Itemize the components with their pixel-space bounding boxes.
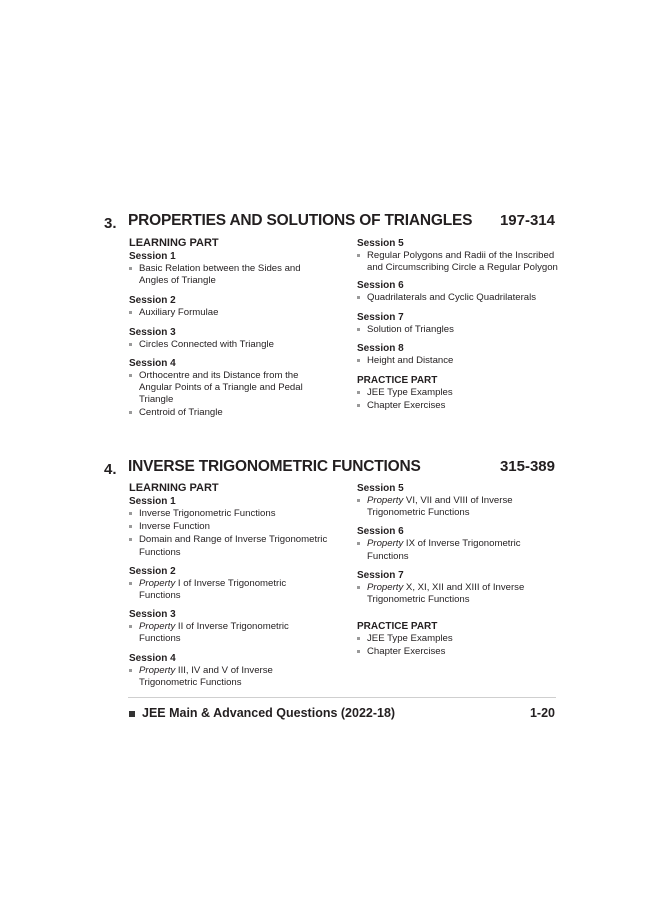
bullet-icon <box>357 359 360 362</box>
session-label: Session 1 <box>129 251 176 262</box>
session-6 <box>357 525 562 562</box>
session-8 <box>357 342 562 367</box>
session-5 <box>357 237 562 274</box>
learning-part-label: LEARNING PART <box>129 237 219 249</box>
footer-entry <box>0 706 660 724</box>
chapter-number: 4. <box>104 461 117 478</box>
session-4 <box>129 652 354 689</box>
list-item: Regular Polygons and Radii of the Inscribed and Circumscribing Circle a Regular Polygon <box>357 250 562 274</box>
session-label: Session 5 <box>357 483 404 494</box>
session-7 <box>357 569 562 606</box>
list-item: Property X, XI, XII and XIII of Inverse Trigonometric Functions <box>357 582 539 606</box>
right-column <box>357 482 562 659</box>
session-3 <box>129 608 354 645</box>
list-item: JEE Type Examples <box>357 387 562 399</box>
bullet-icon <box>357 254 360 257</box>
session-label: Session 3 <box>129 609 176 621</box>
chapter-title: PROPERTIES AND SOLUTIONS OF TRIANGLES <box>128 212 473 229</box>
bullet-icon <box>357 650 360 653</box>
list-item: Inverse Function <box>129 521 354 533</box>
practice-part <box>357 374 562 412</box>
list-item: Circles Connected with Triangle <box>129 339 354 351</box>
session-7 <box>357 311 562 336</box>
bullet-icon <box>357 296 360 299</box>
chapter-title: INVERSE TRIGONOMETRIC FUNCTIONS <box>128 458 421 475</box>
list-item: Property II of Inverse Trigonometric Functions <box>129 621 303 645</box>
session-label: Session 7 <box>357 569 404 581</box>
session-label: Session 6 <box>357 526 404 538</box>
bullet-icon <box>129 538 132 541</box>
bullet-icon <box>357 499 360 502</box>
bullet-icon <box>357 328 360 331</box>
bullet-icon <box>129 374 132 377</box>
session-label: Session 2 <box>129 295 176 307</box>
session-label: Session 3 <box>129 326 176 338</box>
practice-part-label: PRACTICE PART <box>357 621 438 633</box>
left-column <box>129 482 354 689</box>
list-item: Property VI, VII and VIII of Inverse Trigonometric Functions <box>357 495 527 519</box>
chapter-page-range: 197-314 <box>499 212 555 229</box>
bullet-icon <box>129 411 132 414</box>
bullet-icon <box>357 542 360 545</box>
list-item: Property I of Inverse Trigonometric Functions <box>129 578 299 602</box>
session-5 <box>357 482 562 519</box>
list-item: Centroid of Triangle <box>129 407 354 419</box>
list-item: Chapter Exercises <box>357 646 562 658</box>
learning-part-label: LEARNING PART <box>129 482 219 494</box>
session-label: Session 1 <box>129 496 176 507</box>
list-item: Auxiliary Formulae <box>129 307 354 319</box>
session-label: Session 4 <box>129 357 176 369</box>
session-1 <box>129 250 354 287</box>
footer-title: JEE Main & Advanced Questions (2022-18) <box>142 706 396 720</box>
list-item: Property III, IV and V of Inverse Trigonometric Functions <box>129 665 289 689</box>
session-label: Session 4 <box>129 652 176 664</box>
list-item: Quadrilaterals and Cyclic Quadrilaterals <box>357 292 562 304</box>
list-item: Inverse Trigonometric Functions <box>129 508 354 520</box>
bullet-icon <box>129 582 132 585</box>
session-4 <box>129 357 354 420</box>
list-item: Solution of Triangles <box>357 324 562 336</box>
bullet-icon <box>129 525 132 528</box>
practice-part-label: PRACTICE PART <box>357 375 438 387</box>
bullet-icon <box>129 267 132 270</box>
list-item: Height and Distance <box>357 355 562 367</box>
list-item: JEE Type Examples <box>357 633 562 645</box>
bullet-icon <box>129 343 132 346</box>
list-item: Property IX of Inverse Trigonometric Functions <box>357 538 549 562</box>
session-6 <box>357 279 562 304</box>
session-2 <box>129 294 354 319</box>
session-label: Session 8 <box>357 342 404 354</box>
bullet-icon <box>129 669 132 672</box>
right-column <box>357 237 562 412</box>
bullet-icon <box>357 404 360 407</box>
practice-part <box>357 620 562 658</box>
bullet-icon <box>357 391 360 394</box>
square-bullet-icon <box>129 711 135 717</box>
list-item: Chapter Exercises <box>357 400 562 412</box>
session-label: Session 7 <box>357 311 404 323</box>
session-2 <box>129 565 354 602</box>
list-item: Basic Relation between the Sides and Angles of Triangle <box>129 263 309 287</box>
bullet-icon <box>129 512 132 515</box>
bullet-icon <box>357 586 360 589</box>
chapter-heading <box>0 212 660 234</box>
list-item: Domain and Range of Inverse Trigonometric Functions <box>129 534 339 558</box>
list-item: Orthocentre and its Distance from the Angular Points of a Triangle and Pedal Triangle <box>129 370 315 407</box>
session-label: Session 2 <box>129 565 176 577</box>
session-label: Session 6 <box>357 280 404 292</box>
bullet-icon <box>129 625 132 628</box>
session-label: Session 5 <box>357 238 404 249</box>
chapter-number: 3. <box>104 215 117 232</box>
session-1 <box>129 495 354 559</box>
session-3 <box>129 326 354 351</box>
footer-divider <box>128 697 556 698</box>
chapter-page-range: 315-389 <box>499 458 555 475</box>
footer-page-range: 1-20 <box>529 706 555 720</box>
bullet-icon <box>129 311 132 314</box>
chapter-heading <box>0 458 660 480</box>
bullet-icon <box>357 637 360 640</box>
left-column <box>129 237 354 420</box>
